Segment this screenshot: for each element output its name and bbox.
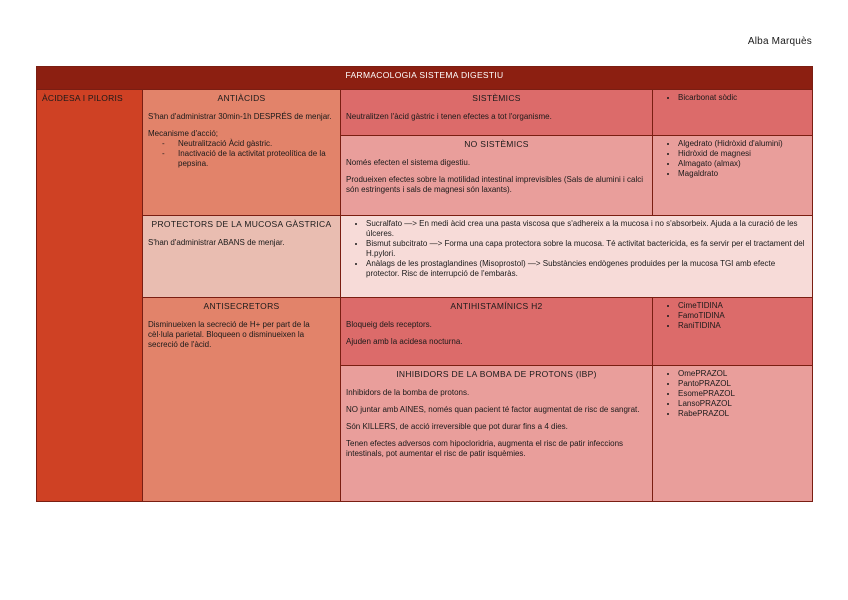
antihistaminics-text2: Ajuden amb la acidesa nocturna. [346,336,463,346]
sistemics-heading: SISTÈMICS [472,93,521,103]
sistemics-text: Neutralitzen l'àcid gàstric i tenen efectes a tot l'organisme. [346,111,552,121]
list-item: • LansoPRAZOL [678,399,807,409]
no-sistemics-text1: Només efecten el sistema digestiu. [346,157,471,167]
antisecretors-heading: ANTISECRETORS [203,301,280,311]
ibp-text1: Inhibidors de la bomba de protons. [346,387,470,397]
list-item: - Inactivació de la activitat proteolítica de la pepsina. [162,149,335,169]
antisecretors-text: Disminueixen la secreció de H+ per part de la cèl·lula parietal. Bloqueen o disminueixen la secreció de l'àcid. [148,319,310,349]
ibp-text3: Són KILLERS, de acció irreversible que pot durar fins a 4 dies. [346,421,568,431]
ibp-cell [341,366,653,502]
antiacids-admin: S'han d'administrar 30min-1h DESPRÉS de menjar. [148,111,332,121]
list-item: • Algedrato (Hidròxid d'alumini) [678,139,807,149]
antihistaminics-heading: ANTIHISTAMÍNICS H2 [450,301,543,311]
list-item: • OmePRAZOL [678,369,807,379]
protectors-admin: S'han d'administrar ABANS de menjar. [148,237,285,247]
list-item: • EsomePRAZOL [678,389,807,399]
sistemics-cell [341,90,653,136]
ibp-examples-cell [653,366,813,502]
list-item: • PantoPRAZOL [678,379,807,389]
protectors-list [346,219,807,279]
mechanism-label: Mecanisme d'acció; [148,128,218,138]
sistemics-examples [658,93,807,103]
antiacids-heading: ANTIÀCIDS [217,93,266,103]
protectors-detail-cell [341,216,813,298]
antisecretors-cell [143,298,341,502]
table-row [37,90,813,136]
ibp-heading: INHIBIDORS DE LA BOMBA DE PROTONS (IBP) [396,369,597,379]
sistemics-examples-cell [653,90,813,136]
no-sistemics-examples-cell [653,136,813,216]
list-item: • Sucralfato —> En medi àcid crea una pasta viscosa que s'adhereix a la mucosa i no s'absorbeix. Ajuda a la curació de les úlceres. [366,219,807,239]
antihistaminics-cell [341,298,653,366]
list-item: • Hidròxid de magnesi [678,149,807,159]
list-item: • CimeTIDINA [678,301,807,311]
list-item: • Almagato (almax) [678,159,807,169]
no-sistemics-text2: Produeixen efectes sobre la motilidad intestinal imprevisibles (Sals de alumini i calci són estringents i sals de magnesi són laxants). [346,174,644,194]
antihistaminics-examples [658,301,807,331]
no-sistemics-cell [341,136,653,216]
ibp-text2: NO juntar amb AINES, només quan pacient té factor augmentat de risc de sangrat. [346,404,640,414]
list-item: • FamoTIDINA [678,311,807,321]
list-item: • RaniTIDINA [678,321,807,331]
ibp-text4: Tenen efectes adversos com hipocloridria, augmenta el risc de patir infeccions intestinals, pot aumentar el risc de patir isquèmies. [346,438,624,458]
ibp-examples [658,369,807,419]
protectors-heading: PROTECTORS DE LA MUCOSA GÀSTRICA [151,219,332,229]
title-row [37,67,813,90]
author-name: Alba Marquès [747,36,812,47]
mechanism-list [148,139,335,169]
protectors-cell [143,216,341,298]
antihistaminics-text1: Bloqueig dels receptors. [346,319,432,329]
antiacids-cell [143,90,341,216]
list-item: • Anàlags de les prostaglandines (Misoprostol) —> Substàncies endògenes produides per la mucosa TGI amb efecte protector. Risc de interrupció de l'embaràs. [366,259,807,279]
no-sistemics-examples [658,139,807,179]
antihistaminics-examples-cell [653,298,813,366]
no-sistemics-heading: NO SISTÈMICS [464,139,529,149]
list-item: • Bicarbonat sòdic [678,93,807,103]
list-item: • Magaldrato [678,169,807,179]
list-item: - Neutralització Àcid gàstric. [162,139,335,149]
side-label: ÀCIDESA I PILORIS [37,90,143,502]
list-item: • RabePRAZOL [678,409,807,419]
pharmacology-table [36,66,813,502]
table-row [37,216,813,298]
list-item: • Bismut subcitrato —> Forma una capa protectora sobre la mucosa. Té activitat bactericida, es fa servir per el tractament del H.pylori. [366,239,807,259]
table-title: FARMACOLOGIA SISTEMA DIGESTIU [37,67,813,90]
table-row [37,298,813,366]
